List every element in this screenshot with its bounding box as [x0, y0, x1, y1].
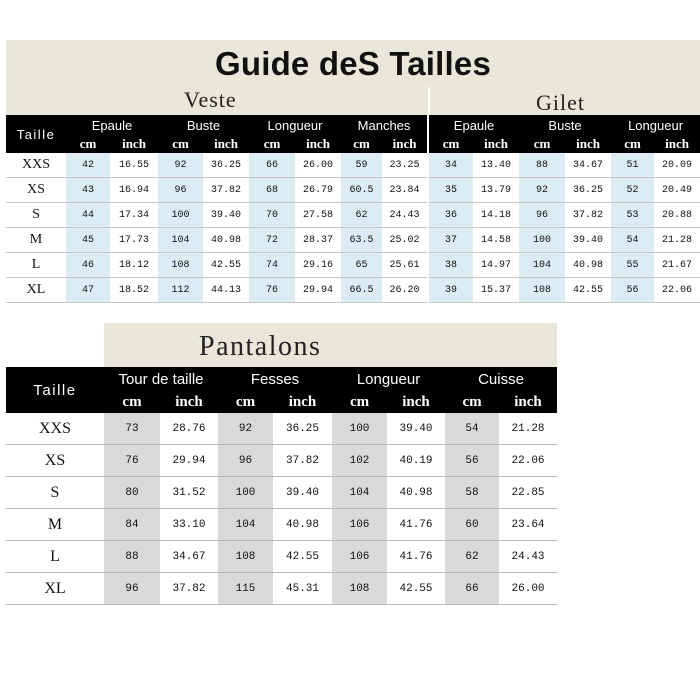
group-header-longueur-gilet: Longueur [611, 115, 700, 135]
cell-inch: 22.06 [499, 445, 557, 477]
group-header-tour-de-taille: Tour de taille [104, 367, 218, 391]
cell-cm: 47 [66, 278, 110, 303]
cell-inch: 13.40 [473, 153, 519, 178]
pantalons-size-table [6, 367, 557, 605]
cell-cm: 102 [332, 445, 387, 477]
unit-inch-header: inch [295, 135, 341, 153]
unit-inch-header: inch [203, 135, 249, 153]
cell-cm: 72 [249, 228, 295, 253]
cell-inch: 42.55 [387, 573, 445, 605]
cell-inch: 29.94 [160, 445, 218, 477]
cell-cm: 76 [104, 445, 160, 477]
cell-cm: 106 [332, 509, 387, 541]
group-header-longueur-veste: Longueur [249, 115, 341, 135]
title-bar [6, 40, 700, 87]
unit-inch-header: inch [110, 135, 158, 153]
cell-inch: 40.19 [387, 445, 445, 477]
cell-inch: 20.09 [654, 153, 700, 178]
cell-cm: 56 [611, 278, 654, 303]
veste-title: Veste [184, 87, 237, 112]
cell-cm: 58 [445, 477, 499, 509]
size-label: XL [6, 278, 66, 303]
group-header-cuisse: Cuisse [445, 367, 557, 391]
cell-inch: 21.67 [654, 253, 700, 278]
cell-inch: 24.43 [499, 541, 557, 573]
cell-cm: 54 [445, 413, 499, 445]
cell-cm: 104 [519, 253, 565, 278]
cell-inch: 42.55 [273, 541, 332, 573]
table-row [6, 153, 700, 178]
cell-inch: 45.31 [273, 573, 332, 605]
cell-inch: 21.28 [499, 413, 557, 445]
cell-inch: 37.82 [273, 445, 332, 477]
cell-cm: 44 [66, 203, 110, 228]
cell-inch: 40.98 [387, 477, 445, 509]
cell-inch: 37.82 [160, 573, 218, 605]
cell-inch: 33.10 [160, 509, 218, 541]
unit-cm-header: cm [341, 135, 382, 153]
group-header-buste-veste: Buste [158, 115, 249, 135]
cell-inch: 23.25 [382, 153, 428, 178]
cell-cm: 108 [158, 253, 203, 278]
table-row [6, 573, 557, 605]
cell-cm: 74 [249, 253, 295, 278]
size-label: XS [6, 445, 104, 477]
cell-cm: 66.5 [341, 278, 382, 303]
cell-cm: 80 [104, 477, 160, 509]
cell-cm: 46 [66, 253, 110, 278]
unit-header-row [6, 135, 700, 153]
cell-inch: 42.55 [565, 278, 611, 303]
cell-inch: 18.12 [110, 253, 158, 278]
cell-cm: 51 [611, 153, 654, 178]
cell-inch: 40.98 [273, 509, 332, 541]
cell-cm: 54 [611, 228, 654, 253]
unit-cm-header: cm [445, 391, 499, 413]
cell-inch: 26.20 [382, 278, 428, 303]
group-header-epaule-gilet: Epaule [428, 115, 519, 135]
group-header-fesses: Fesses [218, 367, 332, 391]
unit-inch-header: inch [387, 391, 445, 413]
cell-inch: 29.94 [295, 278, 341, 303]
cell-inch: 37.82 [203, 178, 249, 203]
unit-cm-header: cm [66, 135, 110, 153]
cell-cm: 88 [519, 153, 565, 178]
cell-cm: 96 [218, 445, 273, 477]
cell-cm: 53 [611, 203, 654, 228]
cell-inch: 14.18 [473, 203, 519, 228]
cell-inch: 14.97 [473, 253, 519, 278]
unit-cm-header: cm [158, 135, 203, 153]
cell-cm: 45 [66, 228, 110, 253]
unit-cm-header: cm [519, 135, 565, 153]
cell-cm: 36 [428, 203, 473, 228]
cell-inch: 40.98 [203, 228, 249, 253]
cell-cm: 108 [519, 278, 565, 303]
cell-inch: 41.76 [387, 541, 445, 573]
cell-inch: 25.61 [382, 253, 428, 278]
unit-cm-header: cm [104, 391, 160, 413]
unit-inch-header: inch [565, 135, 611, 153]
size-header: Taille [6, 367, 104, 413]
veste-gilet-size-table [6, 115, 700, 303]
cell-inch: 17.34 [110, 203, 158, 228]
cell-inch: 24.43 [382, 203, 428, 228]
cell-cm: 70 [249, 203, 295, 228]
cell-cm: 76 [249, 278, 295, 303]
unit-inch-header: inch [473, 135, 519, 153]
cell-inch: 26.79 [295, 178, 341, 203]
cell-inch: 27.58 [295, 203, 341, 228]
veste-header [6, 87, 428, 115]
cell-cm: 66 [445, 573, 499, 605]
cell-cm: 56 [445, 445, 499, 477]
cell-cm: 73 [104, 413, 160, 445]
unit-inch-header: inch [160, 391, 218, 413]
size-label: XXS [6, 153, 66, 178]
cell-inch: 13.79 [473, 178, 519, 203]
cell-inch: 28.37 [295, 228, 341, 253]
unit-inch-header: inch [654, 135, 700, 153]
cell-cm: 38 [428, 253, 473, 278]
size-label: M [6, 509, 104, 541]
cell-inch: 20.49 [654, 178, 700, 203]
unit-inch-header: inch [273, 391, 332, 413]
cell-inch: 18.52 [110, 278, 158, 303]
size-label: XS [6, 178, 66, 203]
table-row [6, 541, 557, 573]
table-row [6, 445, 557, 477]
cell-inch: 39.40 [565, 228, 611, 253]
cell-inch: 40.98 [565, 253, 611, 278]
cell-inch: 14.58 [473, 228, 519, 253]
page-title: Guide deS Tailles [214, 44, 492, 82]
unit-cm-header: cm [611, 135, 654, 153]
size-label: L [6, 541, 104, 573]
cell-inch: 31.52 [160, 477, 218, 509]
cell-inch: 36.25 [565, 178, 611, 203]
cell-cm: 100 [519, 228, 565, 253]
cell-inch: 28.76 [160, 413, 218, 445]
cell-inch: 23.64 [499, 509, 557, 541]
table-row [6, 509, 557, 541]
cell-cm: 115 [218, 573, 273, 605]
cell-inch: 36.25 [203, 153, 249, 178]
cell-inch: 41.76 [387, 509, 445, 541]
cell-cm: 100 [158, 203, 203, 228]
cell-cm: 88 [104, 541, 160, 573]
table-row [6, 253, 700, 278]
cell-cm: 112 [158, 278, 203, 303]
cell-cm: 63.5 [341, 228, 382, 253]
cell-cm: 104 [218, 509, 273, 541]
cell-inch: 36.25 [273, 413, 332, 445]
cell-inch: 26.00 [295, 153, 341, 178]
size-label: XL [6, 573, 104, 605]
cell-cm: 34 [428, 153, 473, 178]
unit-inch-header: inch [382, 135, 428, 153]
cell-inch: 39.40 [273, 477, 332, 509]
cell-cm: 104 [332, 477, 387, 509]
cell-cm: 60.5 [341, 178, 382, 203]
group-header-longueur: Longueur [332, 367, 445, 391]
cell-inch: 39.40 [203, 203, 249, 228]
size-label: S [6, 477, 104, 509]
cell-inch: 22.85 [499, 477, 557, 509]
unit-cm-header: cm [332, 391, 387, 413]
cell-inch: 34.67 [565, 153, 611, 178]
cell-cm: 96 [158, 178, 203, 203]
cell-inch: 20.88 [654, 203, 700, 228]
unit-cm-header: cm [428, 135, 473, 153]
cell-inch: 42.55 [203, 253, 249, 278]
cell-cm: 60 [445, 509, 499, 541]
cell-inch: 16.55 [110, 153, 158, 178]
cell-cm: 92 [218, 413, 273, 445]
cell-cm: 92 [158, 153, 203, 178]
size-label: S [6, 203, 66, 228]
cell-inch: 16.94 [110, 178, 158, 203]
gilet-title: Gilet [536, 90, 585, 115]
cell-cm: 43 [66, 178, 110, 203]
table-row [6, 278, 700, 303]
cell-cm: 100 [218, 477, 273, 509]
group-header-buste-gilet: Buste [519, 115, 611, 135]
table-row [6, 178, 700, 203]
cell-inch: 29.16 [295, 253, 341, 278]
cell-inch: 15.37 [473, 278, 519, 303]
cell-cm: 92 [519, 178, 565, 203]
cell-cm: 104 [158, 228, 203, 253]
cell-inch: 39.40 [387, 413, 445, 445]
cell-cm: 37 [428, 228, 473, 253]
cell-cm: 106 [332, 541, 387, 573]
cell-inch: 44.13 [203, 278, 249, 303]
cell-cm: 52 [611, 178, 654, 203]
cell-cm: 96 [519, 203, 565, 228]
unit-inch-header: inch [499, 391, 557, 413]
group-header-manches-veste: Manches [341, 115, 428, 135]
cell-cm: 59 [341, 153, 382, 178]
cell-cm: 35 [428, 178, 473, 203]
table-row [6, 413, 557, 445]
size-header: Taille [6, 115, 66, 153]
group-header-epaule-veste: Epaule [66, 115, 158, 135]
cell-inch: 37.82 [565, 203, 611, 228]
cell-cm: 62 [341, 203, 382, 228]
cell-cm: 39 [428, 278, 473, 303]
pantalons-title: Pantalons [199, 331, 322, 362]
size-label: L [6, 253, 66, 278]
cell-cm: 100 [332, 413, 387, 445]
cell-cm: 65 [341, 253, 382, 278]
cell-inch: 21.28 [654, 228, 700, 253]
cell-cm: 55 [611, 253, 654, 278]
unit-cm-header: cm [249, 135, 295, 153]
cell-cm: 66 [249, 153, 295, 178]
size-label: XXS [6, 413, 104, 445]
cell-inch: 23.84 [382, 178, 428, 203]
cell-inch: 17.73 [110, 228, 158, 253]
table-row [6, 203, 700, 228]
cell-inch: 26.00 [499, 573, 557, 605]
cell-cm: 96 [104, 573, 160, 605]
unit-cm-header: cm [218, 391, 273, 413]
cell-cm: 68 [249, 178, 295, 203]
cell-cm: 108 [332, 573, 387, 605]
gilet-header [430, 87, 700, 115]
cell-cm: 62 [445, 541, 499, 573]
cell-inch: 22.06 [654, 278, 700, 303]
cell-cm: 108 [218, 541, 273, 573]
table-row [6, 477, 557, 509]
pantalons-header [6, 323, 557, 367]
table-row [6, 228, 700, 253]
cell-inch: 34.67 [160, 541, 218, 573]
cell-cm: 84 [104, 509, 160, 541]
size-label: M [6, 228, 66, 253]
cell-cm: 42 [66, 153, 110, 178]
cell-inch: 25.02 [382, 228, 428, 253]
